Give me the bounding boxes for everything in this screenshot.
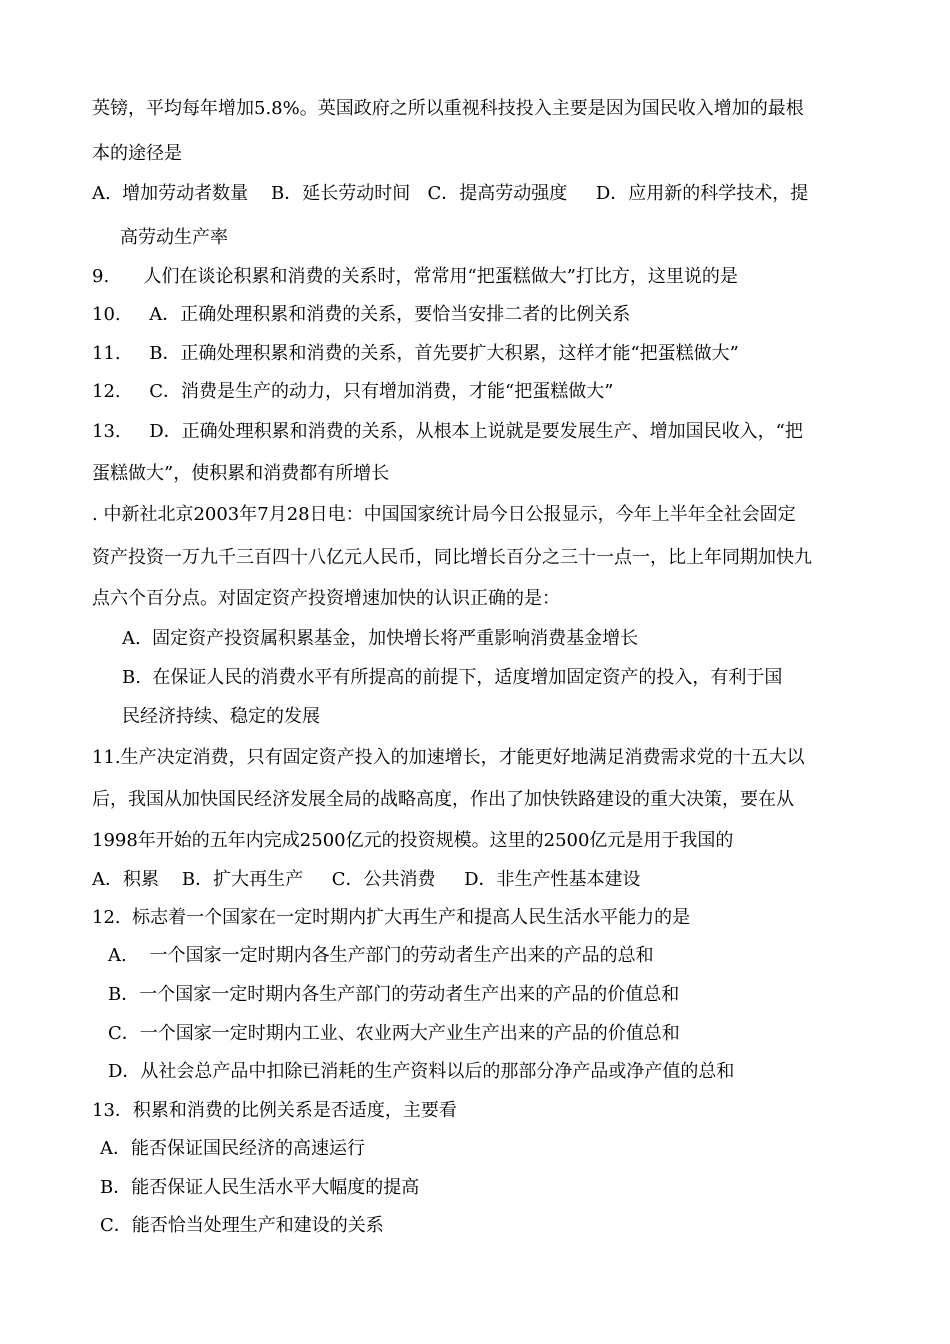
text-line: 资产投资一万九千三百四十八亿元人民币，同比增长百分之三十一点一，比上年同期加快九: [92, 547, 812, 568]
text-line: 民经济持续、稳定的发展: [122, 706, 320, 727]
text-line: A. 一个国家一定时期内各生产部门的劳动者生产出来的产品的总和: [108, 945, 654, 966]
text-line: B. 在保证人民的消费水平有所提高的前提下，适度增加固定资产的投入，有利于国: [122, 667, 783, 688]
text-line: D．从社会总产品中扣除已消耗的生产资料以后的那部分净产品或净产值的总和: [108, 1061, 735, 1082]
text-line: A. 固定资产投资属积累基金，加快增长将严重影响消费基金增长: [122, 628, 639, 649]
text-line: A. 增加劳动者数量 B．延长劳动时间 C．提高劳动强度 D．应用新的科学技术，提: [92, 183, 809, 204]
text-line: 英镑，平均每年增加5.8%。英国政府之所以重视科技投入主要是因为国民收入增加的最根: [92, 98, 804, 119]
text-line: 高劳动生产率: [120, 227, 228, 248]
text-line: 后，我国从加快国民经济发展全局的战略高度，作出了加快铁路建设的重大决策，要在从: [92, 789, 794, 810]
text-line: 蛋糕做大”，使积累和消费都有所增长: [92, 463, 390, 484]
text-line: 点六个百分点。对固定资产投资增速加快的认识正确的是：: [92, 588, 560, 609]
text-line: C．一个国家一定时期内工业、农业两大产业生产出来的产品的价值总和: [108, 1023, 680, 1044]
text-line: 9. 人们在谈论积累和消费的关系时，常常用“把蛋糕做大”打比方，这里说的是: [92, 266, 738, 287]
text-line: . 中新社北京2003年7月28日电：中国国家统计局今日公报显示，今年上半年全社会固定: [92, 504, 796, 525]
text-line: 11.生产决定消费，只有固定资产投入的加速增长，才能更好地满足消费需求党的十五大以: [92, 747, 805, 768]
text-line: 13．积累和消费的比例关系是否适度，主要看: [92, 1100, 457, 1121]
text-line: C．能否恰当处理生产和建设的关系: [100, 1215, 384, 1236]
text-line: A．能否保证国民经济的高速运行: [100, 1138, 365, 1159]
text-line: 13. D．正确处理积累和消费的关系，从根本上说就是要发展生产、增加国民收入，“把: [92, 421, 803, 442]
text-line: B．能否保证人民生活水平大幅度的提高: [100, 1177, 420, 1198]
text-line: 12. C．消费是生产的动力，只有增加消费，才能“把蛋糕做大”: [92, 381, 614, 402]
text-line: 11. B．正确处理积累和消费的关系，首先要扩大积累，这样才能“把蛋糕做大”: [92, 343, 739, 364]
text-line: 1998年开始的五年内完成2500亿元的投资规模。这里的2500亿元是用于我国的: [92, 830, 734, 851]
text-line: 12. 标志着一个国家在一定时期内扩大再生产和提高人民生活水平能力的是: [92, 907, 691, 928]
text-line: A．积累 B．扩大再生产 C．公共消费 D．非生产性基本建设: [92, 869, 641, 890]
text-line: 10. A．正确处理积累和消费的关系，要恰当安排二者的比例关系: [92, 304, 631, 325]
text-line: B．一个国家一定时期内各生产部门的劳动者生产出来的产品的价值总和: [108, 984, 680, 1005]
text-line: 本的途径是: [92, 143, 182, 164]
